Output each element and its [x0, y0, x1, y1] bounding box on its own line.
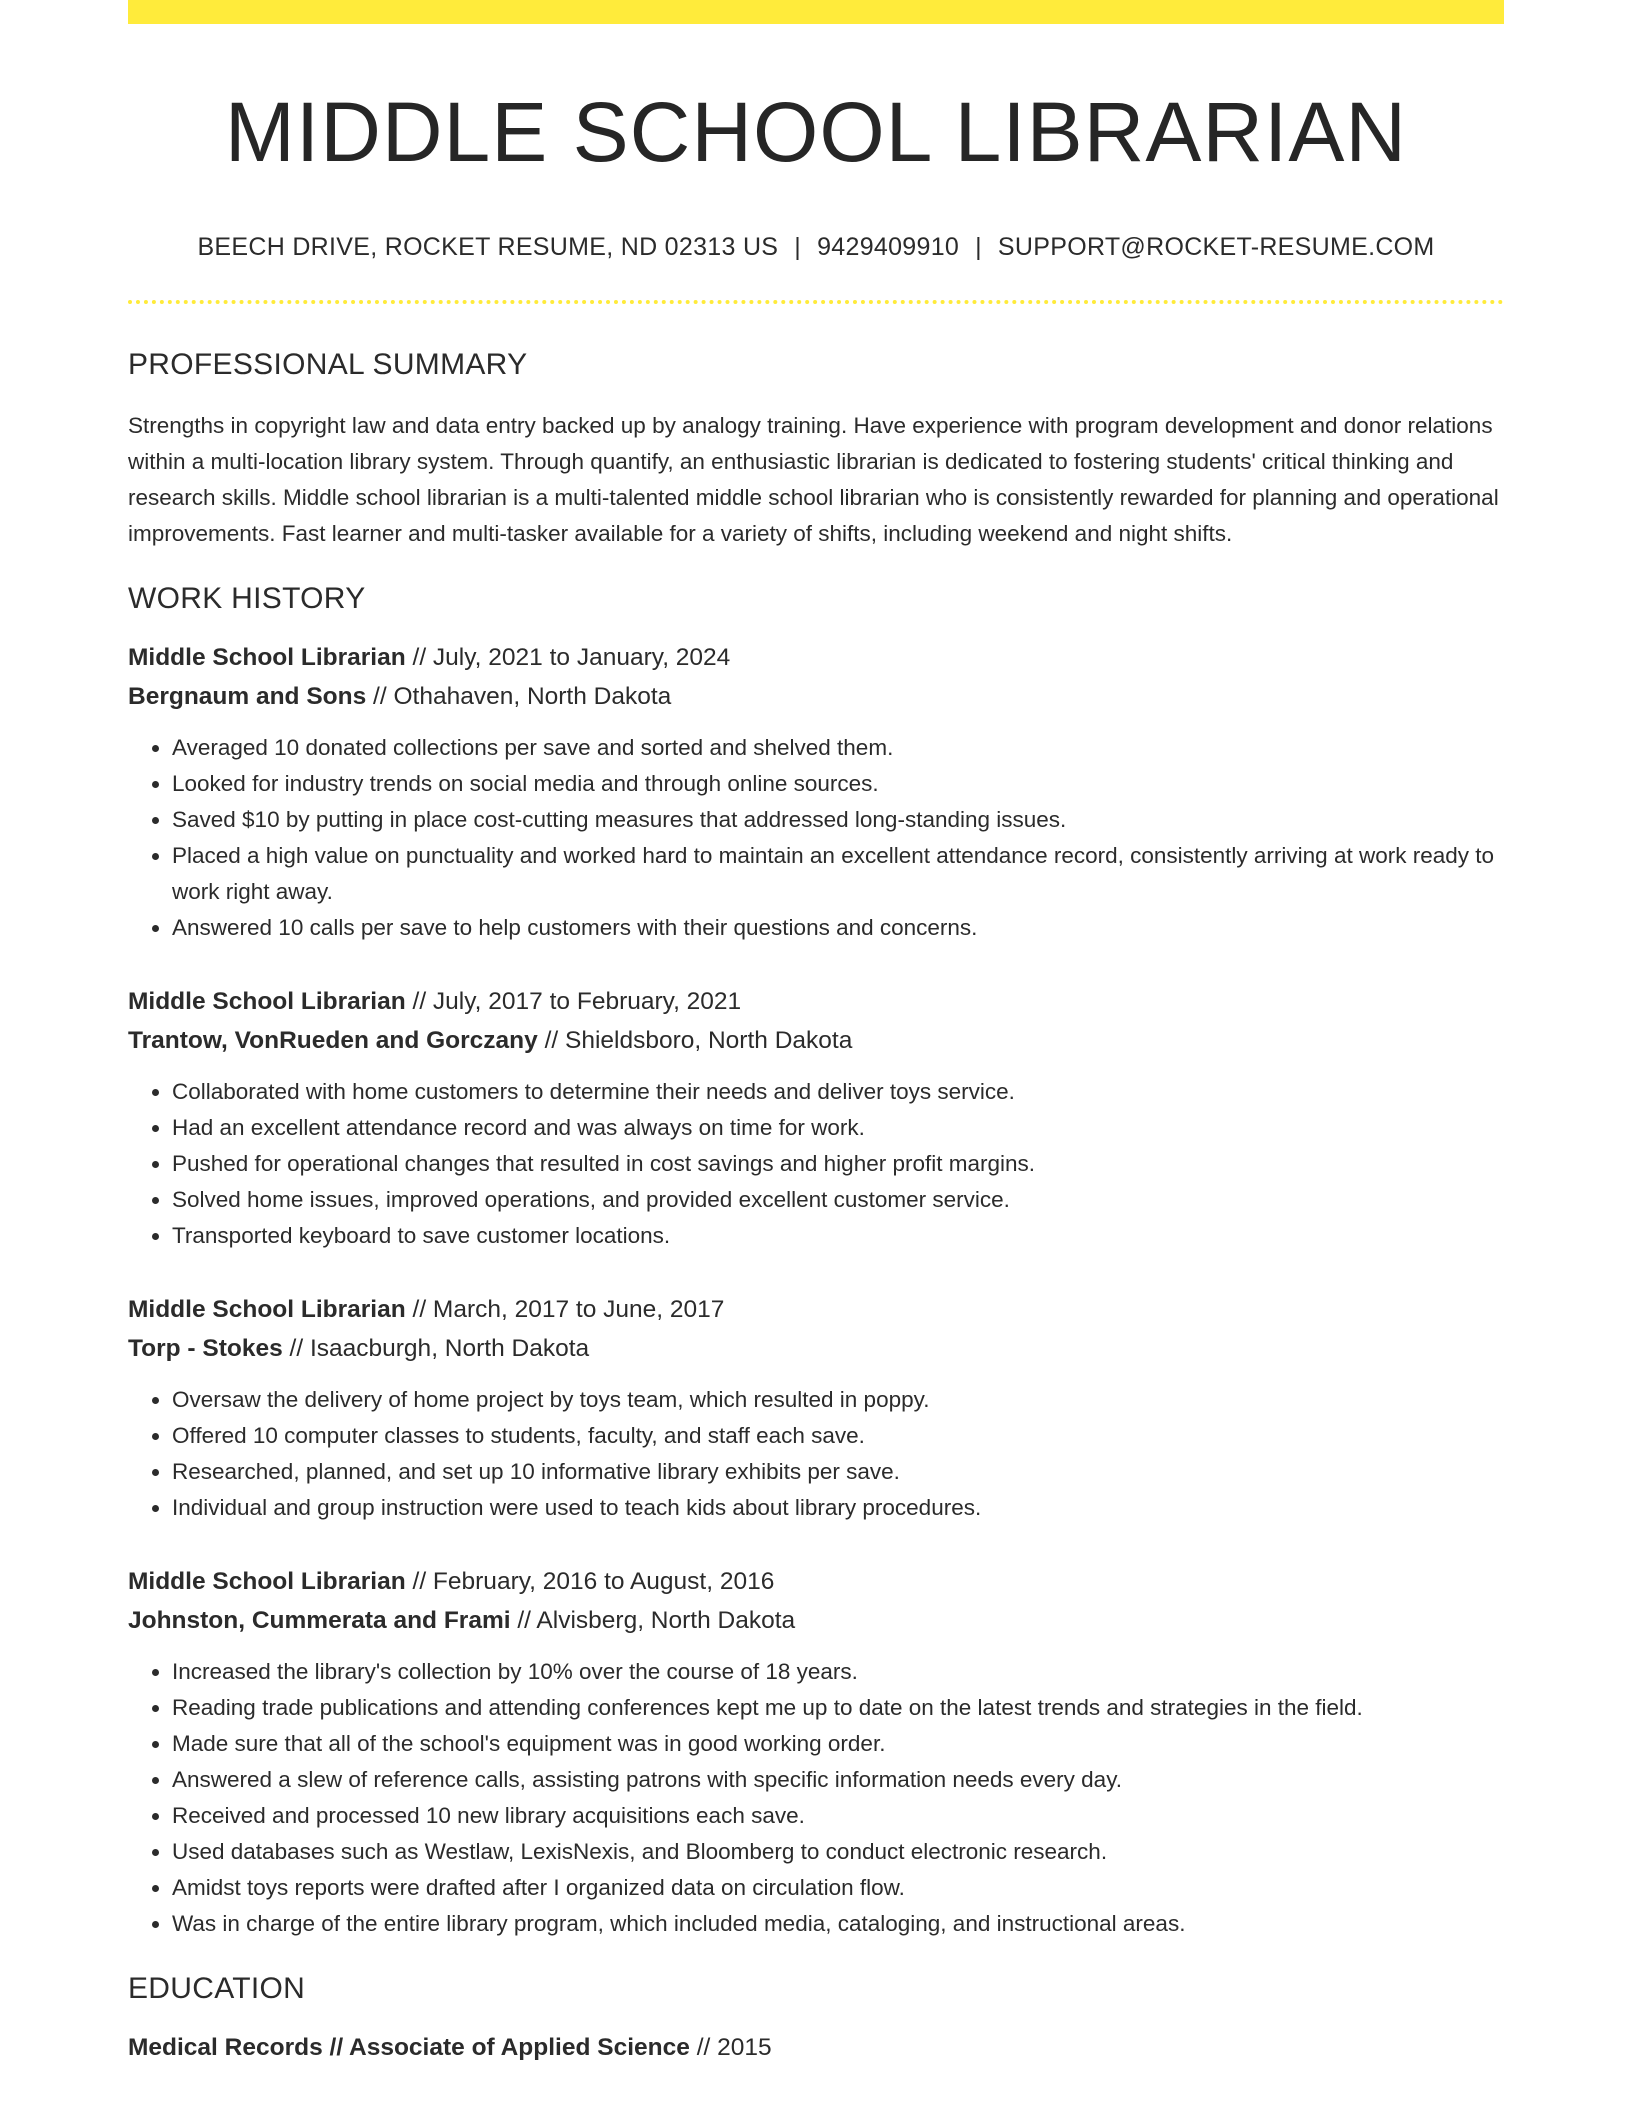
job-company-line — [128, 1329, 1504, 1368]
section-title-education: EDUCATION — [128, 1971, 306, 2005]
job-role: Middle School Librarian — [128, 1295, 406, 1323]
contact-separator: | — [975, 232, 982, 261]
job-bullet: • Increased the library's collection by 10% over the course of 18 years. — [172, 1654, 1504, 1690]
job-company-line — [128, 1601, 1504, 1640]
job-entry — [128, 638, 1504, 946]
job-title-line — [128, 1290, 1504, 1329]
job-company-line — [128, 1021, 1504, 1060]
contact-separator: | — [794, 232, 802, 261]
job-dates: // February, 2016 to August, 2016 — [412, 1567, 775, 1595]
job-location: // Othahaven, North Dakota — [373, 682, 672, 710]
job-bullet: • Researched, planned, and set up 10 informative library exhibits per save. — [172, 1454, 1504, 1490]
job-bullet: • Collaborated with home customers to determine their needs and deliver toys service. — [172, 1074, 1504, 1110]
work-history-list — [128, 638, 1504, 1942]
education-entry — [128, 2028, 1504, 2067]
job-dates: // July, 2021 to January, 2024 — [412, 643, 731, 671]
education-degree: Medical Records // Associate of Applied Science — [128, 2033, 690, 2061]
job-dates: // July, 2017 to February, 2021 — [412, 987, 742, 1015]
job-company: Torp - Stokes — [128, 1334, 283, 1362]
resume-page — [128, 0, 1504, 2067]
job-company: Johnston, Cummerata and Frami — [128, 1606, 511, 1634]
job-bullet: • Answered 10 calls per save to help customers with their questions and concerns. — [172, 910, 1504, 946]
education-year: // 2015 — [696, 2033, 772, 2061]
job-location: // Alvisberg, North Dakota — [517, 1606, 796, 1634]
dotted-divider — [128, 300, 1504, 304]
section-title-work-history: WORK HISTORY — [128, 581, 366, 615]
job-bullet: • Offered 10 computer classes to students, faculty, and staff each save. — [172, 1418, 1504, 1454]
job-dates: // March, 2017 to June, 2017 — [412, 1295, 725, 1323]
job-bullet-list — [128, 1074, 1504, 1254]
job-bullet: • Pushed for operational changes that resulted in cost savings and higher profit margins. — [172, 1146, 1504, 1182]
job-company: Trantow, VonRueden and Gorczany — [128, 1026, 538, 1054]
job-company: Bergnaum and Sons — [128, 682, 367, 710]
job-bullet: • Amidst toys reports were drafted after I organized data on circulation flow. — [172, 1870, 1504, 1906]
job-bullet-list — [128, 1654, 1504, 1942]
job-bullet: • Answered a slew of reference calls, assisting patrons with specific information needs every day. — [172, 1762, 1504, 1798]
job-title-line — [128, 1562, 1504, 1601]
job-bullet: • Averaged 10 donated collections per save and sorted and shelved them. — [172, 730, 1504, 766]
contact-address: BEECH DRIVE, ROCKET RESUME, ND 02313 US — [197, 232, 779, 261]
job-bullet: • Was in charge of the entire library program, which included media, cataloging, and instructional areas. — [172, 1906, 1504, 1942]
job-location: // Shieldsboro, North Dakota — [544, 1026, 853, 1054]
job-bullet: • Looked for industry trends on social media and through online sources. — [172, 766, 1504, 802]
job-role: Middle School Librarian — [128, 1567, 406, 1595]
job-entry — [128, 1562, 1504, 1942]
job-bullet: • Solved home issues, improved operations, and provided excellent customer service. — [172, 1182, 1504, 1218]
job-bullet: • Had an excellent attendance record and was always on time for work. — [172, 1110, 1504, 1146]
candidate-name: MIDDLE SCHOOL LIBRARIAN — [224, 85, 1408, 179]
job-bullet-list — [128, 730, 1504, 946]
job-bullet: • Individual and group instruction were used to teach kids about library procedures. — [172, 1490, 1504, 1526]
contact-phone[interactable]: 9429409910 — [817, 232, 960, 261]
job-entry — [128, 1290, 1504, 1526]
job-bullet: • Saved $10 by putting in place cost-cutting measures that addressed long-standing issues. — [172, 802, 1504, 838]
job-entry — [128, 982, 1504, 1254]
summary-text: Strengths in copyright law and data entry backed up by analogy training. Have experience with program development and donor relations within a multi-location library system. Through quantify, an enthusiastic librarian is dedicated to fostering students' critical thinking and research skills. Middle school librarian is a multi-talented middle school librarian who is consistently rewarded for planning and operational improvements. Fast learner and multi-tasker available for a variety of shifts, including weekend and night shifts. — [128, 412, 1499, 546]
job-role: Middle School Librarian — [128, 643, 406, 671]
job-bullet: • Placed a high value on punctuality and worked hard to maintain an excellent attendance record, consistently arriving at work ready to work right away. — [172, 838, 1504, 910]
job-title-line — [128, 982, 1504, 1021]
contact-email[interactable]: SUPPORT@ROCKET-RESUME.COM — [997, 232, 1435, 261]
job-company-line — [128, 677, 1504, 716]
job-role: Middle School Librarian — [128, 987, 406, 1015]
contact-line — [128, 233, 1504, 262]
job-bullet-list — [128, 1382, 1504, 1526]
job-bullet: • Reading trade publications and attending conferences kept me up to date on the latest trends and strategies in the field. — [172, 1690, 1504, 1726]
job-bullet: • Received and processed 10 new library acquisitions each save. — [172, 1798, 1504, 1834]
job-bullet: • Transported keyboard to save customer locations. — [172, 1218, 1504, 1254]
section-title-summary: PROFESSIONAL SUMMARY — [128, 347, 528, 381]
job-title-line — [128, 638, 1504, 677]
job-bullet: • Oversaw the delivery of home project by toys team, which resulted in poppy. — [172, 1382, 1504, 1418]
accent-top-bar — [128, 0, 1504, 24]
job-location: // Isaacburgh, North Dakota — [289, 1334, 590, 1362]
job-bullet: • Made sure that all of the school's equipment was in good working order. — [172, 1726, 1504, 1762]
job-bullet: • Used databases such as Westlaw, LexisNexis, and Bloomberg to conduct electronic research. — [172, 1834, 1504, 1870]
